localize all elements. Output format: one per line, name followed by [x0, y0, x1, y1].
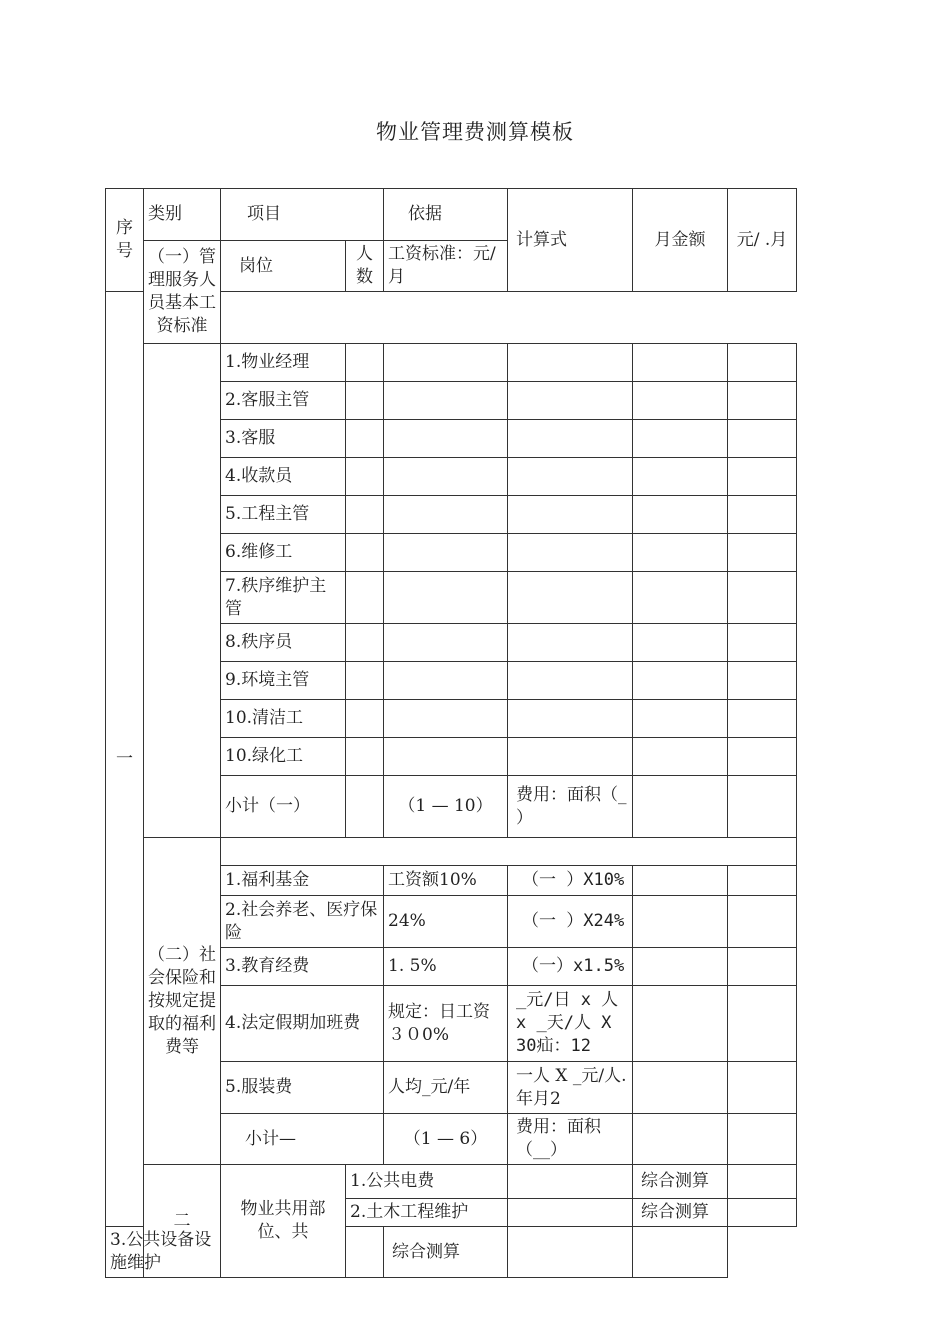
- post-cell: 3.客服: [221, 420, 346, 458]
- subtotal-basis: （1 — 6）: [384, 1114, 508, 1165]
- formula-cell: _元/日 x 人 x _天/人 X 30疝：12: [508, 986, 633, 1062]
- col-wage-standard: 工资标准：元/月: [384, 241, 508, 292]
- subtotal-formula: 费用：面积（__）: [508, 1114, 633, 1165]
- item-cell: 3.教育经费: [221, 948, 384, 986]
- item-cell: 3.公共设备设施维护: [106, 1227, 221, 1278]
- formula-cell: （一 ）X10%: [508, 866, 633, 896]
- item-cell: 5.服装费: [221, 1062, 384, 1114]
- item-cell: 4.法定假期加班费: [221, 986, 384, 1062]
- header-formula: 计算式: [508, 189, 633, 292]
- col-count: 人数: [346, 241, 384, 292]
- col-post: 岗位: [221, 241, 346, 292]
- item-cell: 1.公共电费: [346, 1165, 508, 1199]
- subtotal-label: 小计—: [221, 1114, 384, 1165]
- item-cell: 1.福利基金: [221, 866, 384, 896]
- basis-cell: 工资额10%: [384, 866, 508, 896]
- section2-seq: 二: [144, 1165, 221, 1278]
- header-unit: 元/ .月: [728, 189, 797, 292]
- post-cell: 5.工程主管: [221, 496, 346, 534]
- table-row: [106, 344, 797, 382]
- basis-cell: 规定：日工资３０0%: [384, 986, 508, 1062]
- group1-category-cell: [144, 344, 221, 838]
- post-cell: 1.物业经理: [221, 344, 346, 382]
- table-row: [106, 1227, 797, 1278]
- post-cell: 4.收款员: [221, 458, 346, 496]
- table-row: [106, 1165, 797, 1199]
- post-cell: 9.环境主管: [221, 662, 346, 700]
- formula-cell: 综合测算: [384, 1227, 508, 1278]
- header-category: 类别: [144, 189, 221, 241]
- group1-category: （一）管理服务人员基本工资标准: [144, 241, 221, 344]
- group2-category: （二）社会保险和按规定提取的福利费等: [144, 838, 221, 1165]
- item-cell: 2.社会养老、医疗保险: [221, 896, 384, 948]
- formula-cell: 综合测算: [633, 1199, 728, 1227]
- post-cell: 7.秩序维护主管: [221, 572, 346, 624]
- post-cell: 8.秩序员: [221, 624, 346, 662]
- header-item: 项目: [221, 189, 384, 241]
- section1-seq: 一: [106, 292, 144, 1227]
- header-row-1: [106, 189, 797, 241]
- basis-cell: 1. 5%: [384, 948, 508, 986]
- section2-category: 物业共用部位、共: [221, 1165, 346, 1278]
- subtotal-label: 小计（一）: [221, 776, 346, 838]
- formula-cell: 综合测算: [633, 1165, 728, 1199]
- basis-cell: 人均_元/年: [384, 1062, 508, 1114]
- post-cell: 10.绿化工: [221, 738, 346, 776]
- header-seq: 序号: [106, 189, 144, 292]
- header-monthly-amount: 月金额: [633, 189, 728, 292]
- post-cell: 2.客服主管: [221, 382, 346, 420]
- post-cell: 6.维修工: [221, 534, 346, 572]
- subtotal-formula: 费用：面积（_ ）: [508, 776, 633, 838]
- fee-calculation-table: [105, 188, 797, 1278]
- page-title: 物业管理费测算模板: [376, 120, 574, 144]
- header-basis: 依据: [384, 189, 508, 241]
- spacer-row: [106, 838, 797, 866]
- subtotal-basis: （1 — 10）: [384, 776, 508, 838]
- basis-cell: 24%: [384, 896, 508, 948]
- item-cell: 2.土木工程维护: [346, 1199, 508, 1227]
- post-cell: 10.清洁工: [221, 700, 346, 738]
- formula-cell: 一人 X _元/人.年月2: [508, 1062, 633, 1114]
- formula-cell: （一）x1.5%: [508, 948, 633, 986]
- formula-cell: （一 ）X24%: [508, 896, 633, 948]
